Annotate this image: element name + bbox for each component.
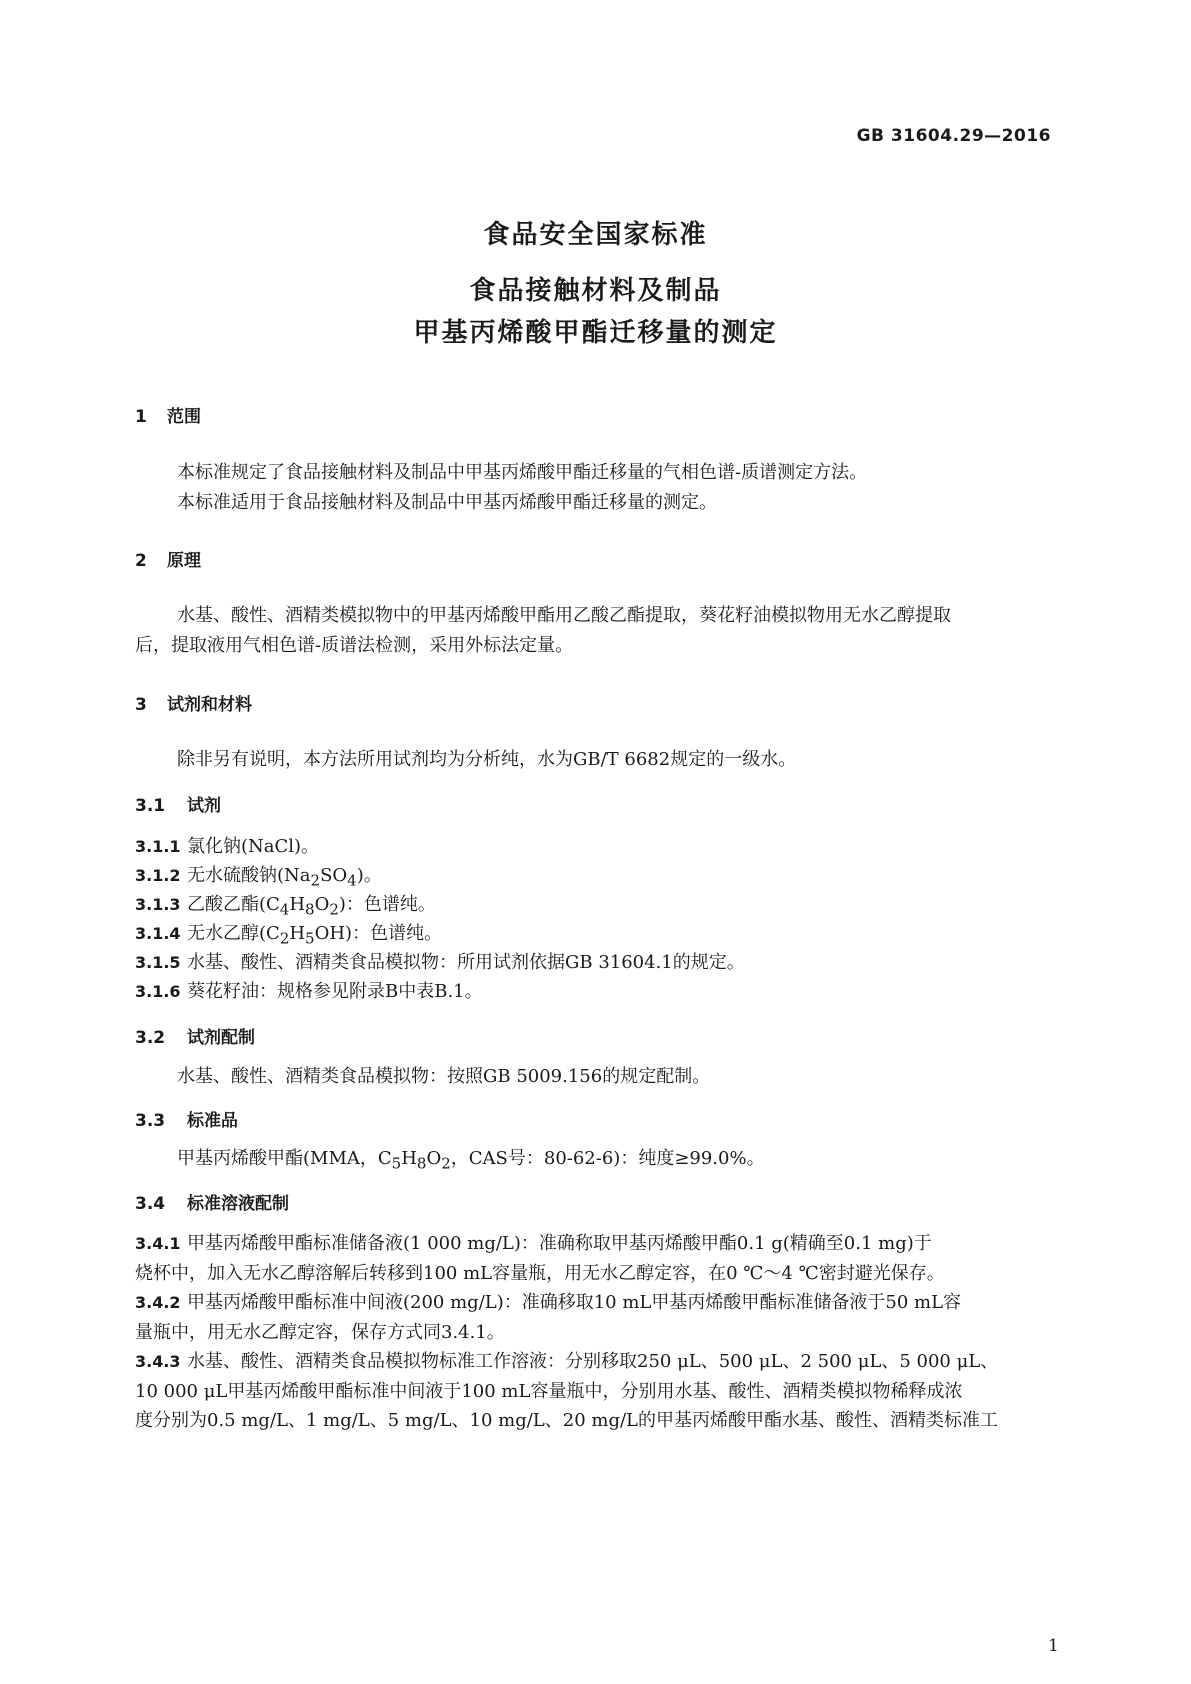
- item-text: 乙酸乙酯(C: [187, 894, 280, 915]
- subsection-title: 试剂配制: [187, 1028, 255, 1048]
- list-item: [135, 861, 382, 890]
- item-text: H: [289, 923, 306, 944]
- subsection-number: 3.4: [135, 1194, 166, 1214]
- text: H: [401, 1148, 417, 1169]
- item-number: 3.1.2: [135, 866, 181, 885]
- text: ，CAS号：80-62-6)：纯度≥99.0%。: [450, 1148, 765, 1169]
- item-number: 3.1.4: [135, 924, 181, 943]
- section-number: 1: [135, 407, 147, 427]
- subsection-3-3-heading: [135, 1106, 238, 1131]
- item-text: )：色谱纯。: [338, 894, 436, 915]
- page-number: 1: [1048, 1636, 1059, 1656]
- subsection-title: 标准品: [187, 1111, 238, 1131]
- document-title-line1: 食品接触材料及制品: [469, 276, 722, 306]
- list-item: [135, 832, 319, 858]
- item-text: SO: [320, 865, 348, 886]
- clause-number: 3.4.1: [135, 1234, 181, 1253]
- subsection-3-3-text: [177, 1144, 765, 1173]
- section-1-heading: [135, 402, 201, 427]
- subsection-3-2-heading: [135, 1023, 255, 1048]
- item-text: 无水硫酸钠(Na: [187, 865, 311, 886]
- subscript: 8: [305, 900, 315, 919]
- section-2-line-2: 后，提取液用气相色谱-质谱法检测，采用外标法定量。: [135, 635, 574, 656]
- clause-number: 3.4.2: [135, 1293, 181, 1312]
- section-3-heading: [135, 690, 252, 715]
- subsection-3-2-text: 水基、酸性、酒精类食品模拟物：按照GB 5009.156的规定配制。: [177, 1066, 711, 1087]
- item-text: 葵花籽油：规格参见附录B中表B.1。: [187, 981, 483, 1002]
- clause-3-4-1-line-2: 烧杯中，加入无水乙醇溶解后转移到100 mL容量瓶，用无水乙醇定容，在0 ℃～4 ℃密封避光保存。: [135, 1263, 945, 1284]
- item-number: 3.1.6: [135, 982, 181, 1001]
- clause-number: 3.4.3: [135, 1352, 181, 1371]
- clause-3-4-3-line-1: [135, 1347, 998, 1373]
- item-text: 氯化钠(NaCl)。: [187, 836, 320, 857]
- item-text: H: [289, 894, 306, 915]
- clause-3-4-3-line-3: 度分别为0.5 mg/L、1 mg/L、5 mg/L、10 mg/L、20 mg/L的甲基丙烯酸甲酯水基、酸性、酒精类标准工: [135, 1410, 998, 1431]
- clause-3-4-1-line-1: [135, 1229, 932, 1255]
- item-text: 水基、酸性、酒精类食品模拟物：所用试剂依据GB 31604.1的规定。: [187, 952, 745, 973]
- item-number: 3.1.5: [135, 953, 181, 972]
- item-text: OH)：色谱纯。: [314, 923, 443, 944]
- list-item: [135, 948, 745, 974]
- subsection-title: 标准溶液配制: [187, 1194, 289, 1214]
- list-item: [135, 890, 436, 919]
- clause-3-4-2-line-1: [135, 1288, 961, 1314]
- subscript: 5: [305, 929, 315, 948]
- subsection-number: 3.3: [135, 1111, 166, 1131]
- section-number: 3: [135, 695, 147, 715]
- section-title: 试剂和材料: [167, 695, 252, 715]
- section-3-intro: 除非另有说明，本方法所用试剂均为分析纯，水为GB/T 6682规定的一级水。: [177, 749, 797, 770]
- subscript: 2: [329, 900, 339, 919]
- section-1-paragraph-1: 本标准规定了食品接触材料及制品中甲基丙烯酸甲酯迁移量的气相色谱-质谱测定方法。: [177, 462, 868, 483]
- section-2-heading: [135, 546, 201, 571]
- section-2-line-1: 水基、酸性、酒精类模拟物中的甲基丙烯酸甲酯用乙酸乙酯提取，葵花籽油模拟物用无水乙醇提取: [177, 605, 951, 626]
- text: O: [426, 1148, 442, 1169]
- subscript: 4: [279, 900, 290, 919]
- subscript: 2: [310, 871, 321, 890]
- subscript: 2: [279, 929, 290, 948]
- subscript: 5: [391, 1154, 402, 1173]
- clause-3-4-2-line-2: 量瓶中，用无水乙醇定容，保存方式同3.4.1。: [135, 1322, 505, 1343]
- item-text: )。: [356, 865, 382, 886]
- clause-text: 甲基丙烯酸甲酯标准中间液(200 mg/L)：准确移取10 mL甲基丙烯酸甲酯标准储备液于50 mL容: [187, 1292, 962, 1313]
- standard-title: 食品安全国家标准: [483, 220, 708, 250]
- document-title-line2: 甲基丙烯酸甲酯迁移量的测定: [413, 318, 778, 348]
- section-1-paragraph-2: 本标准适用于食品接触材料及制品中甲基丙烯酸甲酯迁移量的测定。: [177, 492, 717, 513]
- section-number: 2: [135, 551, 147, 571]
- list-item: [135, 977, 483, 1003]
- item-text: O: [314, 894, 330, 915]
- clause-text: 水基、酸性、酒精类食品模拟物标准工作溶液：分别移取250 μL、500 μL、2 500 μL、5 000 μL、: [187, 1351, 999, 1372]
- subsection-3-4-heading: [135, 1189, 289, 1214]
- subsection-title: 试剂: [187, 796, 221, 816]
- document-number: GB 31604.29—2016: [856, 126, 1051, 146]
- subsection-number: 3.2: [135, 1028, 166, 1048]
- subsection-3-1-heading: [135, 791, 221, 816]
- clause-3-4-3-line-2: 10 000 μL甲基丙烯酸甲酯标准中间液于100 mL容量瓶中，分别用水基、酸性、酒精类模拟物稀释成浓: [135, 1381, 963, 1402]
- subscript: 8: [416, 1154, 427, 1173]
- subscript: 2: [441, 1154, 451, 1173]
- item-number: 3.1.1: [135, 837, 181, 856]
- subscript: 4: [347, 871, 357, 890]
- text: 甲基丙烯酸甲酯(MMA，C: [177, 1148, 392, 1169]
- list-item: [135, 919, 442, 948]
- section-title: 原理: [167, 551, 201, 571]
- item-number: 3.1.3: [135, 895, 181, 914]
- subsection-number: 3.1: [135, 796, 166, 816]
- section-title: 范围: [167, 407, 201, 427]
- item-text: 无水乙醇(C: [187, 923, 280, 944]
- clause-text: 甲基丙烯酸甲酯标准储备液(1 000 mg/L)：准确称取甲基丙烯酸甲酯0.1 g(精确至0.1 mg)于: [187, 1233, 932, 1254]
